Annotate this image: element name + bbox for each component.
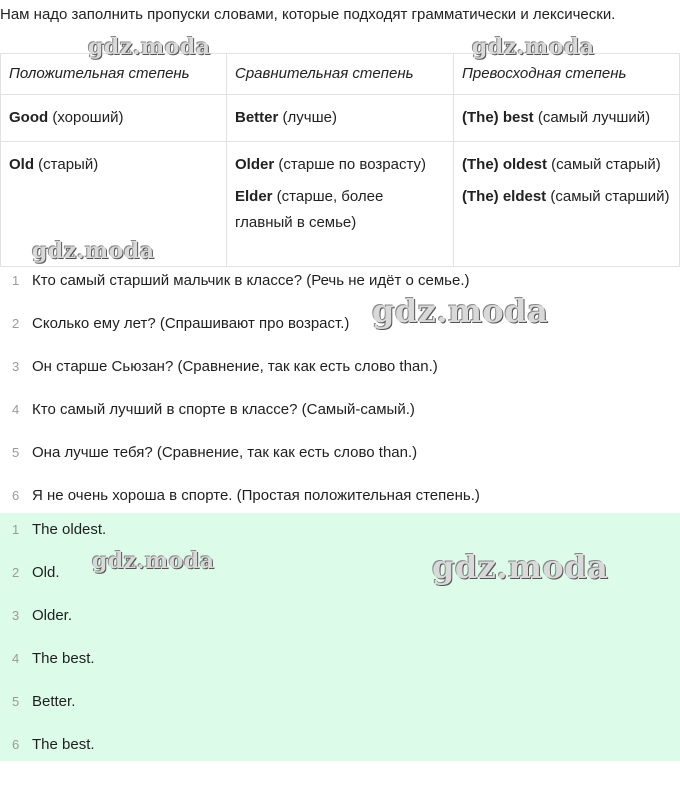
- item-text: Old.: [32, 564, 60, 581]
- watermark-logo: gdz.moda: [32, 238, 155, 264]
- cell-entry: [462, 184, 671, 210]
- item-number: 2: [12, 565, 20, 580]
- cell-oldest-eldest: [454, 142, 680, 267]
- watermark-logo: gdz.moda: [432, 548, 609, 586]
- item-number: 6: [12, 737, 20, 752]
- item-number: 5: [12, 445, 20, 460]
- cell-translation: (самый старый): [547, 156, 661, 173]
- watermark-logo: gdz.moda: [88, 34, 211, 60]
- cell-good: [1, 95, 227, 142]
- list-item: [0, 735, 680, 778]
- cell-entry: [235, 152, 445, 178]
- cell-word: (The) eldest: [462, 188, 547, 205]
- cell-word: Good: [9, 109, 49, 126]
- list-item: [0, 606, 680, 649]
- item-text: Older.: [32, 607, 73, 624]
- item-text: Кто самый старший мальчик в классе? (Речь не идёт о семье.): [32, 272, 470, 289]
- list-item: [0, 443, 680, 486]
- item-text: Я не очень хороша в спорте. (Простая положительная степень.): [32, 487, 480, 504]
- cell-word: (The) best: [462, 109, 534, 126]
- cell-translation: (хороший): [48, 109, 124, 126]
- item-text: Он старше Сьюзан? (Сравнение, так как есть слово than.): [32, 358, 438, 375]
- cell-translation: (старше, более главный в семье): [235, 188, 384, 231]
- cell-older-elder: [227, 142, 454, 267]
- item-number: 2: [12, 316, 20, 331]
- watermark-logo: gdz.moda: [92, 548, 215, 574]
- item-number: 1: [12, 273, 20, 288]
- list-item: [0, 692, 680, 735]
- item-number: 1: [12, 522, 20, 537]
- cell-better: [227, 95, 454, 142]
- intro-text: Нам надо заполнить пропуски словами, которые подходят грамматически и лексически.: [0, 6, 616, 23]
- header-comparative: Сравнительная степень: [227, 54, 454, 95]
- cell-entry: [462, 152, 671, 178]
- cell-best: [454, 95, 680, 142]
- cell-word: (The) oldest: [462, 156, 547, 173]
- questions-list: [0, 271, 680, 529]
- item-text: The best.: [32, 736, 95, 753]
- item-number: 6: [12, 488, 20, 503]
- cell-translation: (старый): [34, 156, 99, 173]
- item-number: 4: [12, 651, 20, 666]
- list-item: [0, 271, 680, 314]
- item-number: 3: [12, 608, 20, 623]
- item-text: Кто самый лучший в спорте в классе? (Самый-самый.): [32, 401, 415, 418]
- degrees-table: [0, 53, 680, 267]
- item-text: Сколько ему лет? (Спрашивают про возраст.): [32, 315, 350, 332]
- item-number: 3: [12, 359, 20, 374]
- cell-word: Old: [9, 156, 34, 173]
- cell-translation: (самый лучший): [533, 109, 651, 126]
- table-row: [1, 95, 680, 142]
- cell-word: Older: [235, 156, 275, 173]
- item-number: 4: [12, 402, 20, 417]
- cell-translation: (самый старший): [546, 188, 670, 205]
- cell-entry: [235, 184, 445, 236]
- list-item: [0, 357, 680, 400]
- item-text: The oldest.: [32, 521, 107, 538]
- watermark-logo: gdz.moda: [372, 292, 549, 330]
- list-item: [0, 400, 680, 443]
- item-text: Она лучше тебя? (Сравнение, так как есть слово than.): [32, 444, 418, 461]
- header-superlative: Превосходная степень: [454, 54, 680, 95]
- item-number: 5: [12, 694, 20, 709]
- list-item: [0, 649, 680, 692]
- watermark-logo: gdz.moda: [472, 34, 595, 60]
- item-text: Better.: [32, 693, 76, 710]
- list-item: [0, 314, 680, 357]
- cell-translation: (старше по возрасту): [274, 156, 426, 173]
- cell-word: Better: [235, 109, 279, 126]
- cell-translation: (лучше): [278, 109, 337, 126]
- cell-word: Elder: [235, 188, 273, 205]
- item-text: The best.: [32, 650, 95, 667]
- header-positive: Положительная степень: [1, 54, 227, 95]
